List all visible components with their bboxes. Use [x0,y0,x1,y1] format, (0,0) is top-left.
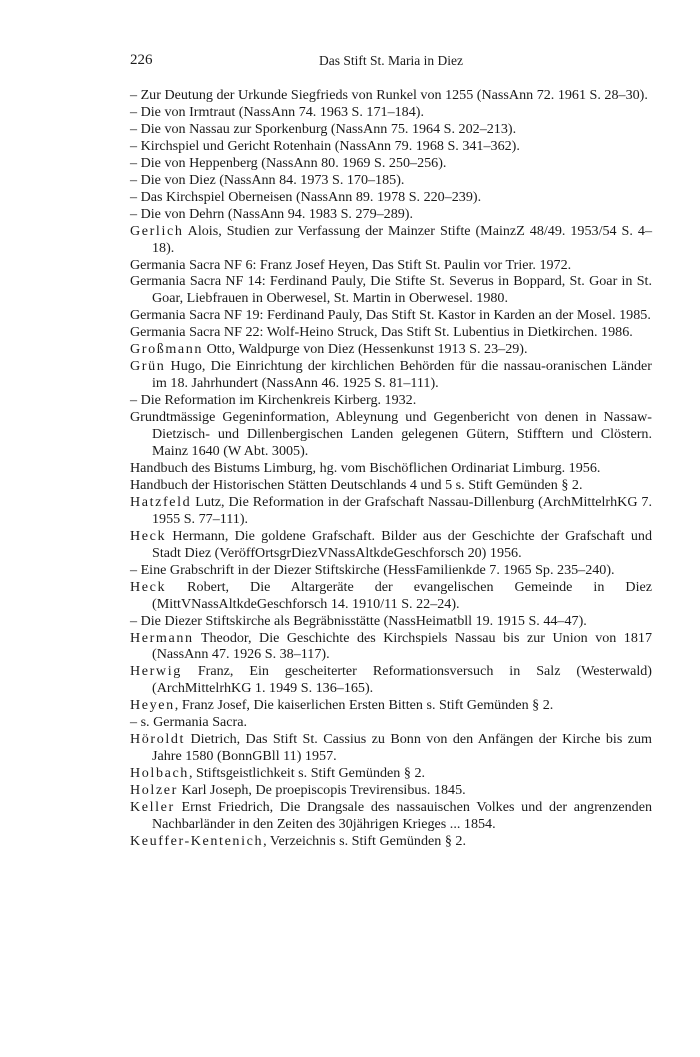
bibliography-entry [130,613,652,630]
entry-text: Robert, Die Altargeräte der evangelischen Gemeinde in Diez (MittVNassAltkdeGeschforsch 14. 1910/11 S. 22–24). [152,578,652,612]
entry-text: – Die von Dehrn (NassAnn 94. 1983 S. 279–289). [130,205,414,222]
entry-text: Hermann, Die goldene Grafschaft. Bilder aus der Geschichte der Grafschaft und Stadt Diez (VeröffOrtsgrDiezVNassAltkdeGeschforsch 20) 1956. [152,527,652,561]
entry-text: – Die von Heppenberg (NassAnn 80. 1969 S. 250–256). [130,154,447,171]
entry-author: Höroldt [130,731,186,748]
entry-text: Dietrich, Das Stift St. Cassius zu Bonn von den Anfängen der Kirche bis zum Jahre 1580 (BonnGBll 11) 1957. [152,731,652,765]
entry-author: Heyen [130,697,175,714]
bibliography-entry [130,782,652,799]
bibliography-entry [130,799,652,833]
bibliography-entry [130,579,652,613]
entry-text: Germania Sacra NF 22: Wolf-Heino Struck, Das Stift St. Lubentius in Dietkirchen. 1986. [130,324,633,341]
entry-author: Keuffer-Kentenich [130,832,264,849]
entry-author: Keller [130,799,175,816]
bibliography-entry [130,460,652,477]
bibliography-entry [130,833,652,850]
entry-author: Hermann [130,629,194,646]
bibliography-entry [130,409,652,460]
entry-text: – Zur Deutung der Urkunde Siegfrieds von Runkel von 1255 (NassAnn 72. 1961 S. 28–30). [130,87,648,103]
entry-author: Herwig [130,663,182,680]
entry-text: Hugo, Die Einrichtung der kirchlichen Behörden für die nassau-oranischen Länder im 18. Jahrhundert (NassAnn 46. 1925 S. 81–111). [152,358,652,392]
entry-text: Otto, Waldpurge von Diez (Hessenkunst 1913 S. 23–29). [203,341,528,358]
bibliography-entry [130,494,652,528]
bibliography-entry [130,358,652,392]
bibliography-entry [130,477,652,494]
bibliography-entry [130,257,652,274]
entry-text: Germania Sacra NF 14: Ferdinand Pauly, Die Stifte St. Severus in Boppard, St. Goar in St. Goar, Liebfrauen in Oberwesel, St. Martin in Oberwesel. 1980. [130,273,652,307]
page-header [130,52,652,74]
entry-text: – Kirchspiel und Gericht Rotenhain (NassAnn 79. 1968 S. 341–362). [130,137,520,154]
entry-text: – Eine Grabschrift in der Diezer Stiftskirche (HessFamilienkde 7. 1965 Sp. 235–240). [130,561,615,578]
bibliography-entry [130,324,652,341]
bibliography-entry [130,121,652,138]
entry-text: Germania Sacra NF 19: Ferdinand Pauly, Das Stift St. Kastor in Karden an der Mosel. 1985. [130,307,651,324]
entry-text: Handbuch des Bistums Limburg, hg. vom Bischöflichen Ordinariat Limburg. 1956. [130,459,601,476]
entry-text: Germania Sacra NF 6: Franz Josef Heyen, Das Stift St. Paulin vor Trier. 1972. [130,256,572,273]
bibliography-list [130,87,652,850]
entry-author: Grün [130,358,166,375]
entry-text: , Verzeichnis s. Stift Gemünden § 2. [263,832,466,849]
bibliography-entry [130,138,652,155]
entry-text: Handbuch der Historischen Stätten Deutschlands 4 und 5 s. Stift Gemünden § 2. [130,476,583,493]
entry-text: Alois, Studien zur Verfassung der Mainzer Stifte (MainzZ 48/49. 1953/54 S. 4–18). [152,222,652,256]
bibliography-entry [130,714,652,731]
bibliography-entry [130,87,652,104]
entry-text: Theodor, Die Geschichte des Kirchspiels Nassau bis zur Union von 1817 (NassAnn 47. 1926 S. 38–117). [152,629,652,663]
entry-author: Holbach [130,765,189,782]
entry-author: Heck [130,578,167,595]
entry-text: – Die Diezer Stiftskirche als Begräbnisstätte (NassHeimatbll 19. 1915 S. 44–47). [130,612,587,629]
bibliography-entry [130,731,652,765]
entry-author: Großmann [130,341,204,358]
bibliography-entry [130,172,652,189]
bibliography-entry [130,104,652,121]
entry-text: – Das Kirchspiel Oberneisen (NassAnn 89. 1978 S. 220–239). [130,188,482,205]
running-title: Das Stift St. Maria in Diez [319,53,463,68]
bibliography-entry [130,663,652,697]
bibliography-entry [130,392,652,409]
bibliography-entry [130,562,652,579]
entry-author: Holzer [130,782,178,799]
entry-text: – s. Germania Sacra. [130,714,248,731]
entry-author: Heck [130,527,167,544]
bibliography-entry [130,155,652,172]
entry-author: Hatzfeld [130,493,192,510]
entry-text: Ernst Friedrich, Die Drangsale des nassauischen Volkes und der angrenzenden Nachbarländer in den Zeiten des 30jährigen Krieges ... 1854. [152,799,652,832]
entry-text: – Die von Nassau zur Sporkenburg (NassAnn 75. 1964 S. 202–213). [130,120,517,137]
bibliography-entry [130,189,652,206]
entry-text: – Die von Diez (NassAnn 84. 1973 S. 170–185). [130,171,405,188]
entry-text: – Die von Irmtraut (NassAnn 74. 1963 S. 171–184). [130,103,424,120]
bibliography-entry [130,630,652,664]
bibliography-entry [130,697,652,714]
entry-text: Franz, Ein gescheiterter Reformationsversuch in Salz (Westerwald) (ArchMittelrhKG 1. 1949 S. 136–165). [152,663,652,697]
bibliography-entry [130,307,652,324]
bibliography-entry [130,273,652,307]
page-number: 226 [130,52,153,68]
entry-text: – Die Reformation im Kirchenkreis Kirberg. 1932. [130,392,417,409]
bibliography-entry [130,341,652,358]
bibliography-entry [130,528,652,562]
bibliography-entry [130,223,652,257]
entry-text: Karl Joseph, De proepiscopis Trevirensibus. 1845. [177,782,466,799]
entry-text: Lutz, Die Reformation in der Grafschaft Nassau-Dillenburg (ArchMittelrhKG 7. 1955 S. 77–111). [152,493,652,527]
entry-author: Gerlich [130,222,184,239]
entry-text: , Franz Josef, Die kaiserlichen Ersten Bitten s. Stift Gemünden § 2. [174,697,554,714]
entry-text: , Stiftsgeistlichkeit s. Stift Gemünden § 2. [188,765,426,782]
entry-text: Grundtmässige Gegeninformation, Ableynung und Gegenbericht von denen in Nassaw-Dietzisch- und Dillenbergischen Landen gelegenen Gütern, Stifftern und Clöstern. Mainz 1640 (W Abt. 3005). [130,409,652,460]
bibliography-entry [130,765,652,782]
bibliography-entry [130,206,652,223]
